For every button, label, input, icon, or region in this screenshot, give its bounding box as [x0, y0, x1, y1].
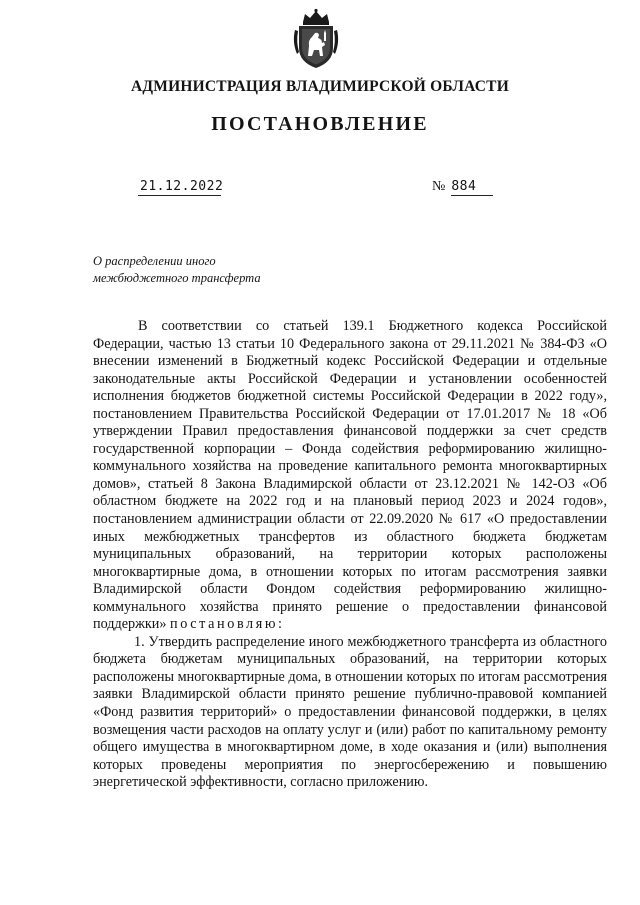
subject-line-2: межбюджетного трансферта — [93, 271, 261, 285]
clause-1-paragraph: 1. Утвердить распределение иного межбюджетного трансферта из областного бюджета бюджетам муниципальных образований, на территории которых расположены многоквартирные дома, в отношении которых по итогам рассмотрения заявки Владимирской области принято решение публично-правовой компанией «Фонд развития территорий» о предоставлении финансовой поддержки, в целях возмещения части расходов на оплату услуг и (или) работ по капитальному ремонту общего имущества в многоквартирном доме, в ходе оказания и (или) выполнения которых проведены мероприятия по энергосбережению и повышению энергетической эффективности, согласно приложению. — [93, 633, 607, 791]
preamble-text: В соответствии со статьей 139.1 Бюджетного кодекса Российской Федерации, частью 13 статьи 10 Федерального закона от 29.11.2021 № 384-ФЗ «О внесении изменений в Бюджетный кодекс Российской Федерации и отдельные законодательные акты Российской Федерации и установлении особенностей исполнения бюджетов бюджетной системы Российской Федерации в 2022 году», постановлением Правительства Российской Федерации от 17.01.2017 № 18 «Об утверждении Правил предоставления финансовой поддержки за счет средств государственной корпорации – Фонда содействия реформированию жилищно-коммунального хозяйства на проведение капитального ремонта многоквартирных домов», статьей 8 Закона Владимирской области от 23.12.2021 № 142-ОЗ «Об областном бюджете на 2022 год и на плановый период 2023 и 2024 годов», постановлением администрации области от 22.09.2020 № 617 «О предоставлении иных межбюджетных трансфертов из областного бюджета бюджетам муниципальных образований, на территории которых расположены многоквартирные дома, в отношении которых по итогам рассмотрения заявки Владимирской области Фондом содействия реформированию жилищно-коммунального хозяйства принято решение о предоставлении финансовой поддержки» — [93, 318, 607, 633]
number-sign: № — [432, 179, 446, 194]
coat-of-arms-icon — [291, 8, 341, 70]
number-underline — [451, 195, 493, 196]
number-value: 884 — [451, 179, 477, 194]
subject-line-1: О распределении иного — [93, 254, 216, 268]
preamble-paragraph — [93, 318, 607, 634]
document-subject — [93, 253, 261, 287]
date-underline — [138, 195, 221, 196]
document-number — [432, 179, 476, 195]
organization-title: АДМИНИСТРАЦИЯ ВЛАДИМИРСКОЙ ОБЛАСТИ — [131, 78, 509, 95]
resolution-keyword: постановляю: — [170, 616, 285, 633]
document-body — [93, 318, 607, 792]
document-type-title: ПОСТАНОВЛЕНИЕ — [211, 113, 429, 135]
document-date: 21.12.2022 — [140, 179, 224, 194]
